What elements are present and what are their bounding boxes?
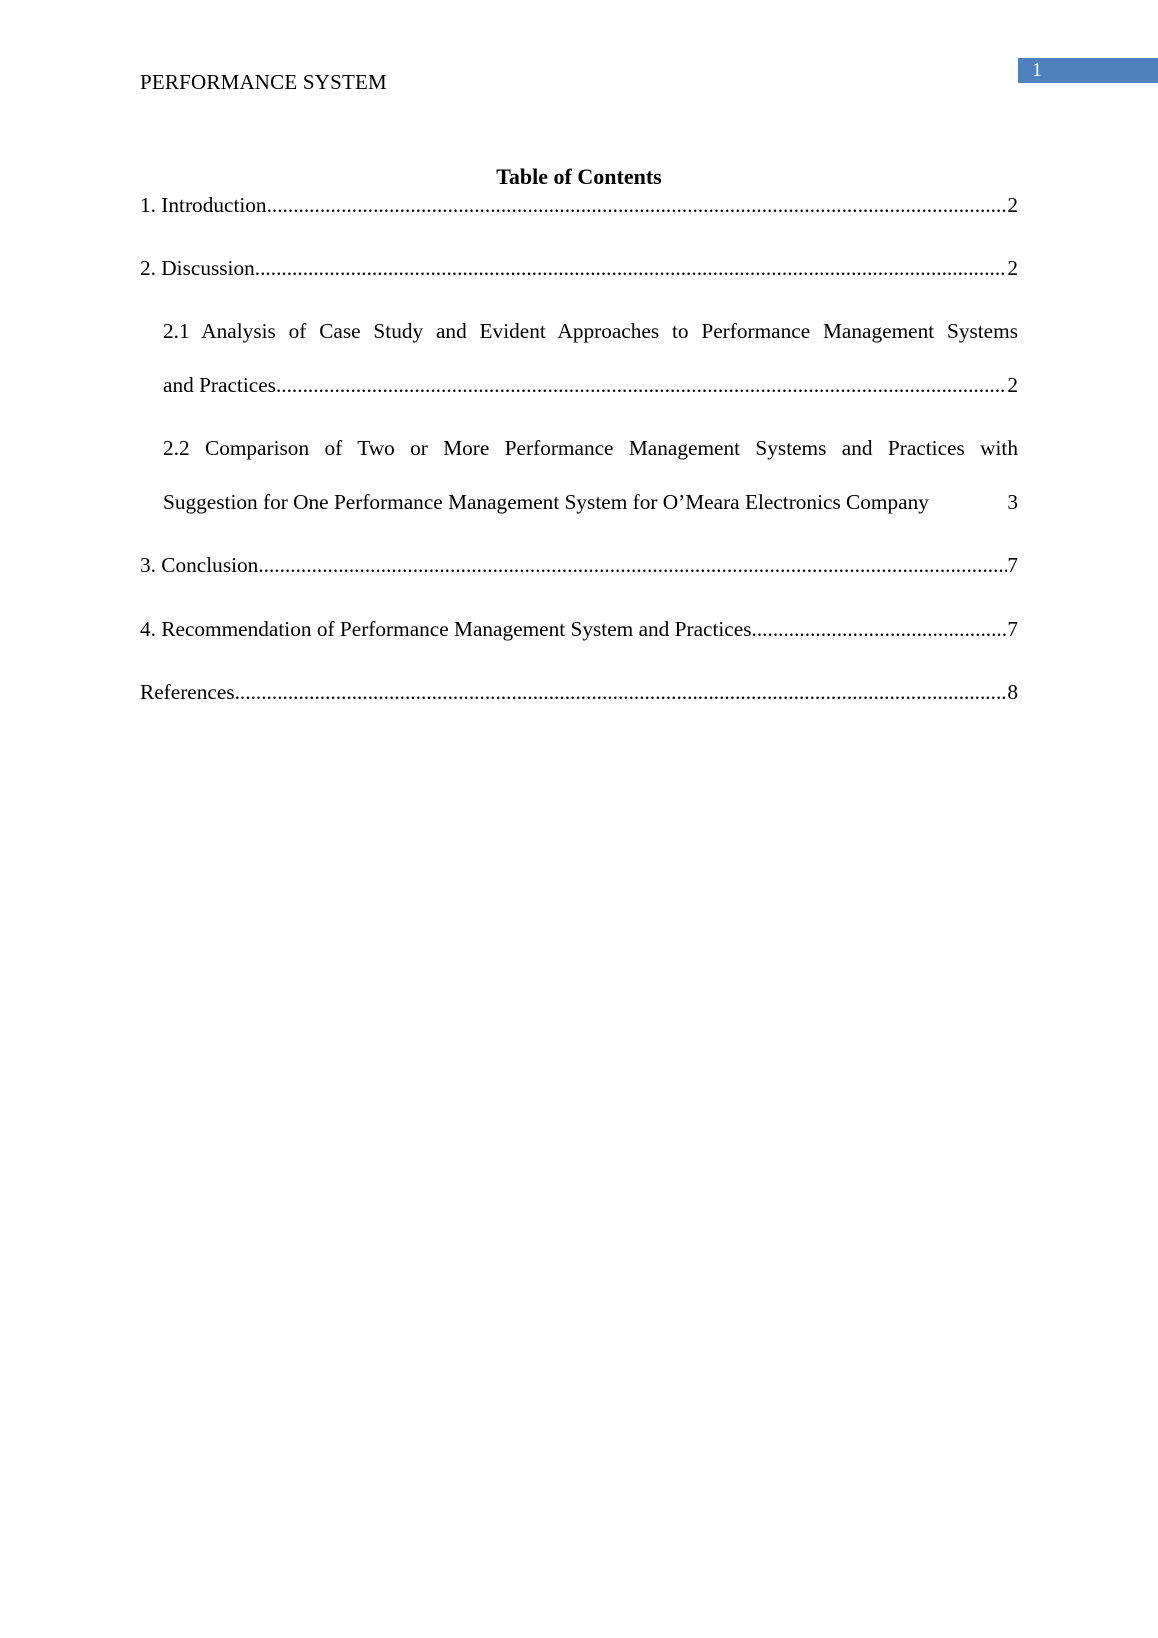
toc-page-number: 2 bbox=[1007, 256, 1018, 280]
toc-title: Table of Contents bbox=[496, 164, 662, 189]
toc-entry-discussion[interactable] bbox=[140, 253, 1018, 283]
page-number-badge: 1 bbox=[1018, 58, 1158, 83]
toc-entry-analysis-line1[interactable]: 2.1 Analysis of Case Study and Evident Approaches to Performance Management Systems bbox=[163, 319, 1018, 343]
toc-entry-introduction[interactable] bbox=[140, 190, 1018, 220]
toc-page-number: 7 bbox=[1007, 553, 1018, 577]
toc-entry-text: Suggestion for One Performance Management System for O’Meara Electronics Company bbox=[163, 490, 929, 514]
toc-entry-comparison-line1[interactable]: 2.2 Comparison of Two or More Performance Management Systems and Practices with bbox=[163, 436, 1018, 460]
toc-entry-text: and Practices bbox=[163, 373, 276, 397]
toc-entry-text: 4. Recommendation of Performance Management System and Practices bbox=[140, 617, 752, 641]
toc-entry-text: 1. Introduction bbox=[140, 193, 267, 217]
toc-page-number: 8 bbox=[1007, 680, 1018, 704]
toc-dot-leader bbox=[255, 253, 1008, 283]
toc-entry-text: 3. Conclusion bbox=[140, 553, 259, 577]
toc-entry-comparison[interactable] bbox=[163, 487, 1018, 517]
toc-page-number: 2 bbox=[1007, 193, 1018, 217]
toc-page-number: 2 bbox=[1007, 373, 1018, 397]
toc-dot-leader bbox=[267, 190, 1008, 220]
toc-entry-analysis[interactable] bbox=[163, 370, 1018, 400]
toc-dot-leader bbox=[276, 370, 1007, 400]
toc-entry-text: 2. Discussion bbox=[140, 256, 255, 280]
toc-entry-recommendation[interactable] bbox=[140, 614, 1018, 644]
toc-dot-leader bbox=[752, 614, 1008, 644]
toc-entry-text: References bbox=[140, 680, 235, 704]
toc-dot-leader bbox=[258, 550, 1007, 580]
toc-entry-conclusion[interactable] bbox=[140, 550, 1018, 580]
toc-entry-references[interactable] bbox=[140, 677, 1018, 707]
toc-page-number: 7 bbox=[1007, 617, 1018, 641]
running-head: PERFORMANCE SYSTEM bbox=[140, 70, 387, 94]
toc-dot-leader bbox=[235, 677, 1008, 707]
toc-page-number: 3 bbox=[1007, 490, 1018, 514]
